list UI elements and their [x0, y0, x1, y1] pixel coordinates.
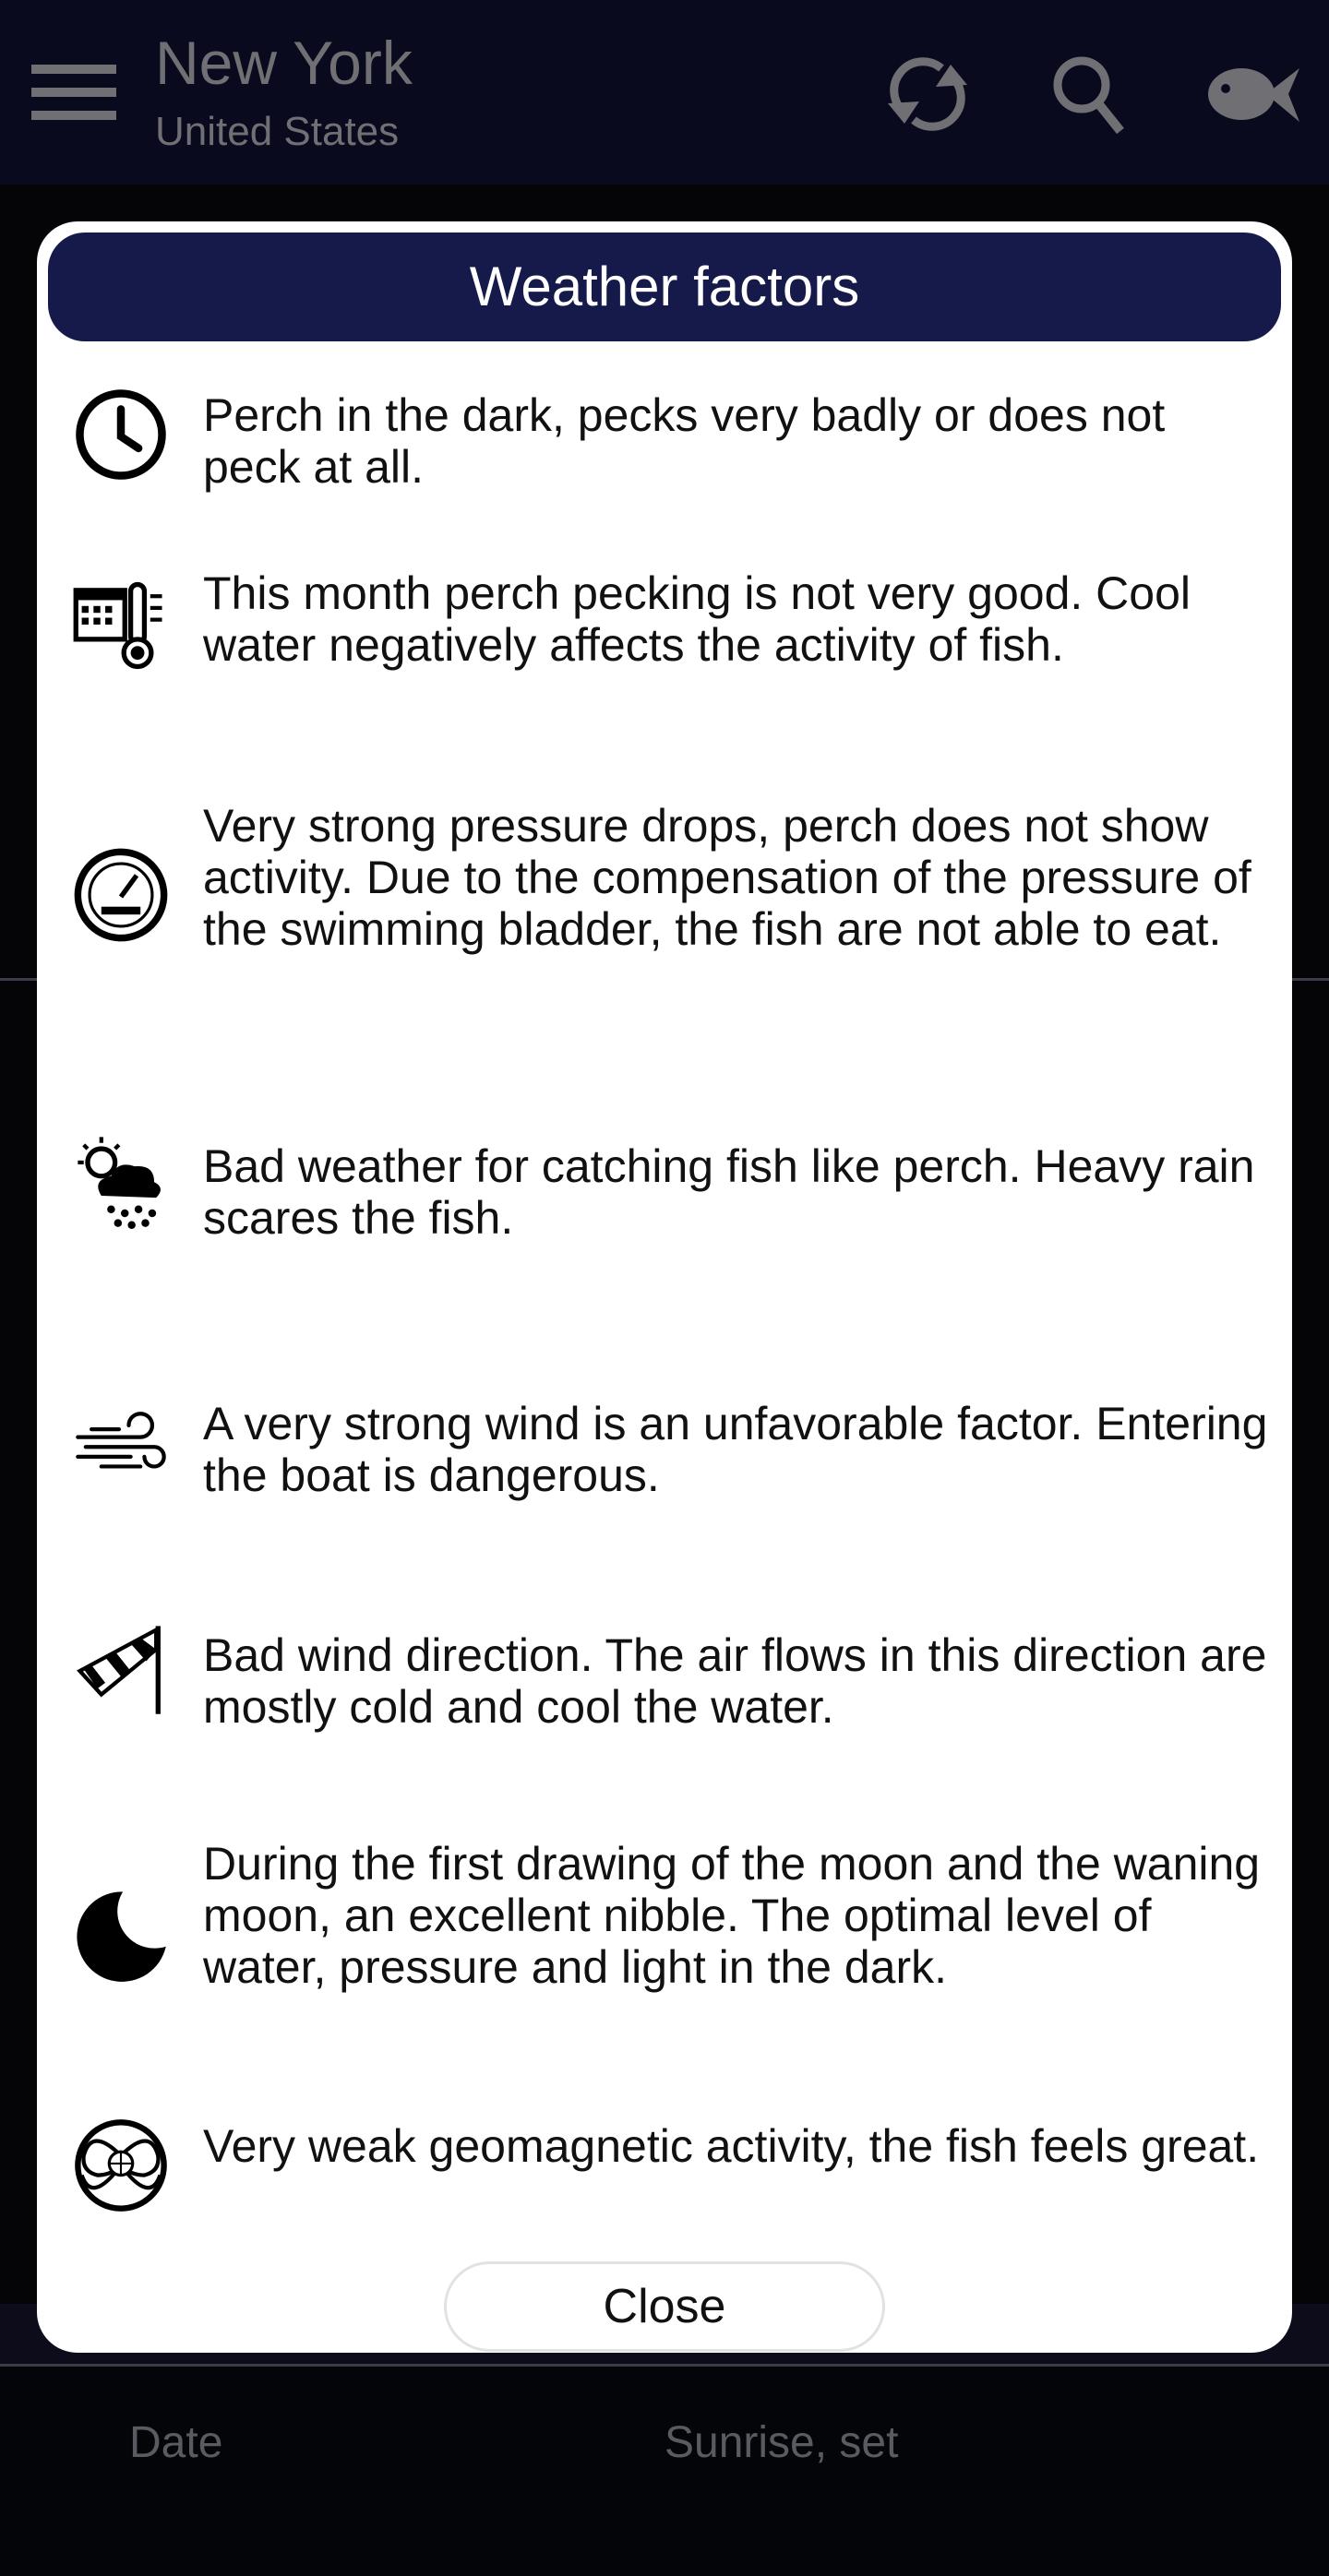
fish-icon[interactable]	[1200, 48, 1301, 140]
wind-icon	[72, 1394, 170, 1492]
clock-icon	[72, 386, 170, 483]
factor-text: Very strong pressure drops, perch does not show activity. Due to the compensation of the pressure of the swimming bladder, the fish are not able to eat.	[203, 800, 1251, 955]
search-icon[interactable]	[1043, 48, 1144, 140]
app-header	[0, 0, 1329, 185]
factor-text: A very strong wind is an unfavorable factor. Entering the boat is dangerous.	[203, 1398, 1268, 1501]
country-name: United States	[155, 109, 400, 154]
factor-text: This month perch pecking is not very good. Cool water negatively affects the activity of fish.	[203, 567, 1191, 671]
close-button[interactable]: Close	[444, 2261, 885, 2352]
heavy-rain-icon	[72, 1131, 170, 1229]
barometer-icon	[72, 846, 170, 944]
factor-text: Bad wind direction. The air flows in this direction are mostly cold and cool the water.	[203, 1629, 1267, 1733]
weather-factors-dialog	[37, 221, 1292, 2353]
sunrise-label: Sunrise, set	[664, 2418, 899, 2467]
windsock-icon	[72, 1620, 170, 1718]
factor-text: Bad weather for catching fish like perch. Heavy rain scares the fish.	[203, 1140, 1255, 1244]
date-label: Date	[129, 2418, 223, 2467]
factor-text: Very weak geomagnetic activity, the fish feels great.	[203, 2120, 1260, 2172]
menu-icon[interactable]	[31, 65, 116, 120]
geomagnetic-icon	[72, 2117, 170, 2214]
moon-icon	[72, 1886, 170, 1984]
calendar-thermometer-icon	[72, 577, 170, 674]
divider	[0, 2364, 1329, 2367]
factor-text: During the first drawing of the moon and the waning moon, an excellent nibble. The optimal level of water, pressure and light in the dark.	[203, 1838, 1261, 1993]
dialog-title: Weather factors	[48, 233, 1281, 341]
factor-text: Perch in the dark, pecks very badly or does not peck at all.	[203, 389, 1166, 493]
refresh-icon[interactable]	[877, 48, 978, 140]
city-name: New York	[155, 29, 413, 97]
